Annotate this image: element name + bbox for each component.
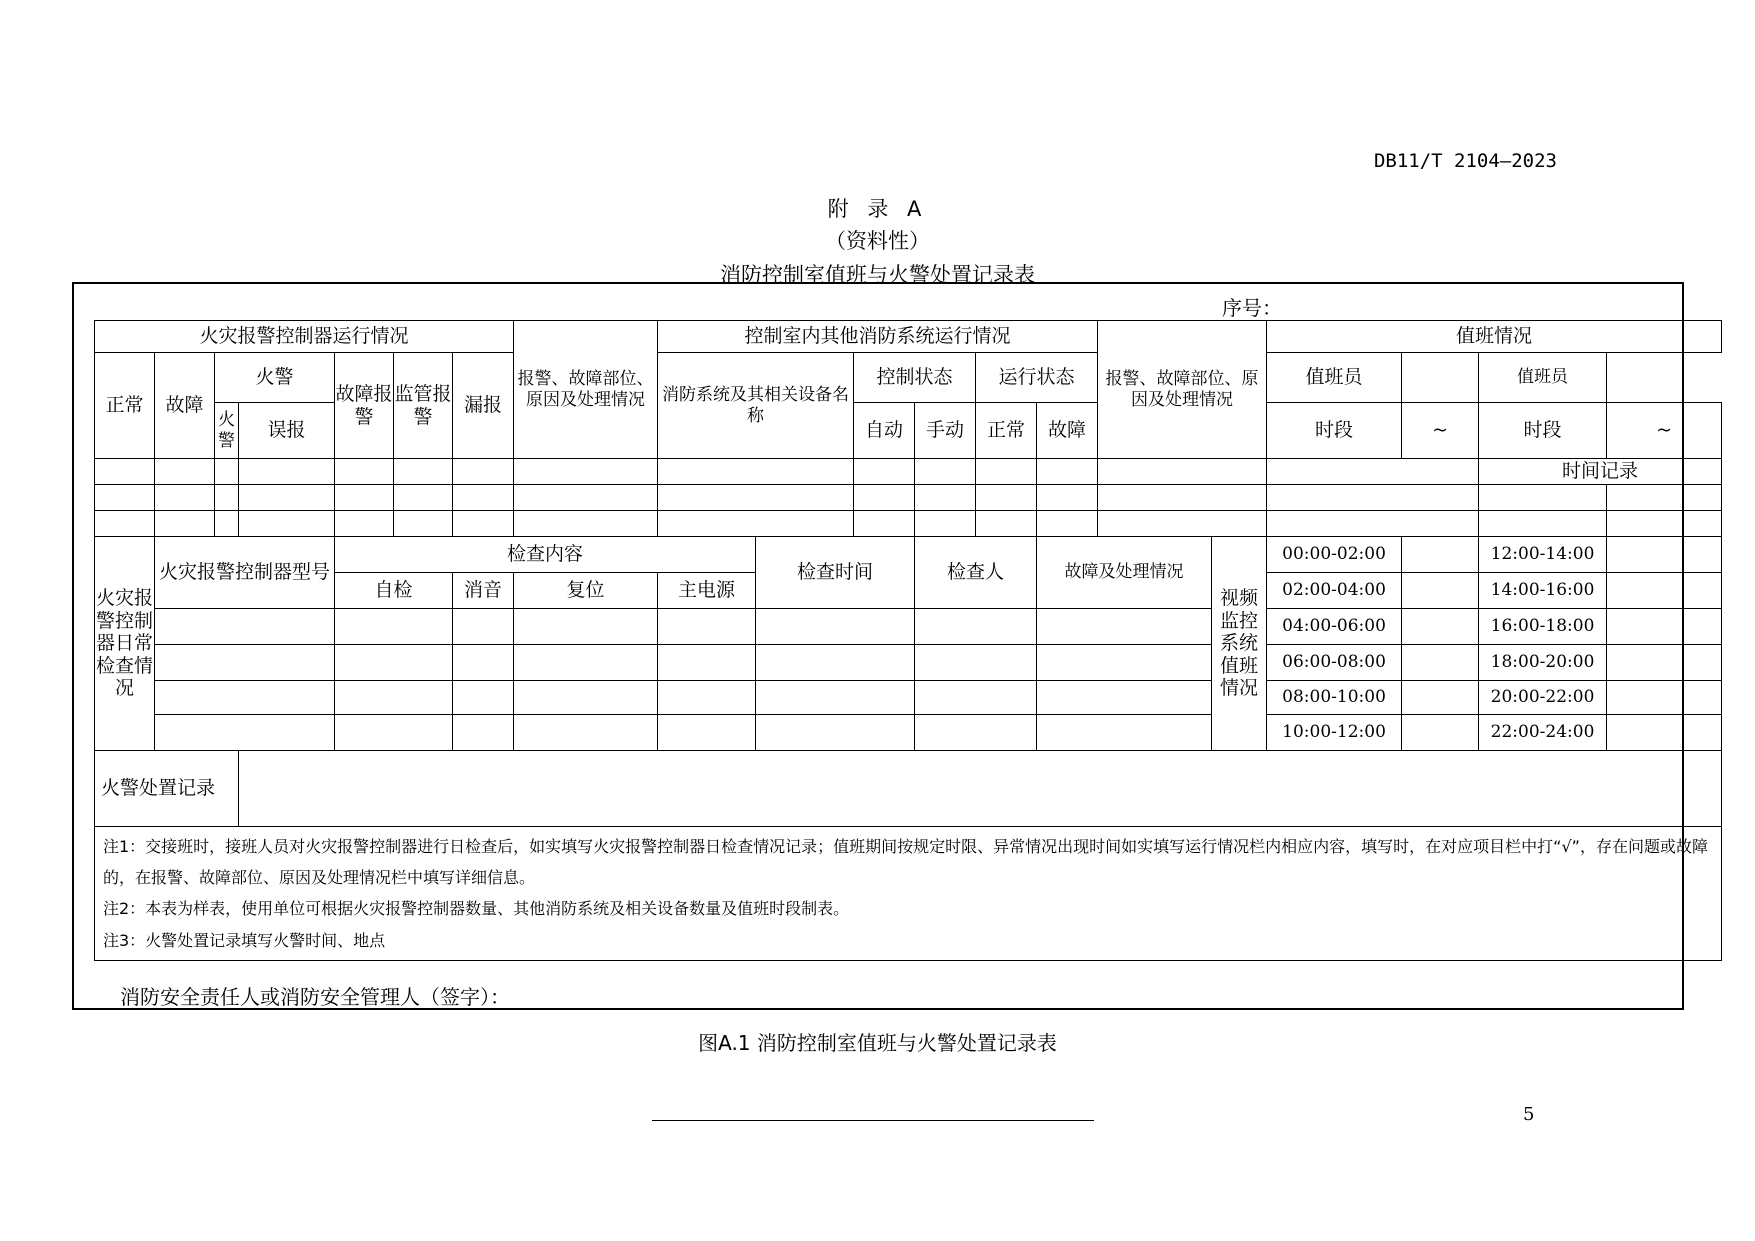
alarm-handling-header: 报警、故障部位、原因及处理情况 — [514, 321, 658, 459]
cell[interactable] — [756, 681, 915, 715]
cell[interactable] — [394, 511, 453, 537]
duty-person-label-1: 值班员 — [1267, 353, 1402, 403]
col-equipment-name: 消防系统及其相关设备名称 — [658, 353, 854, 459]
fire-record-input[interactable] — [239, 751, 1722, 827]
col-inspector: 检查人 — [915, 537, 1037, 609]
video-cell[interactable] — [1607, 645, 1722, 681]
cell[interactable] — [658, 681, 756, 715]
cell[interactable] — [95, 459, 155, 485]
col-main-power: 主电源 — [658, 573, 756, 609]
cell[interactable] — [854, 459, 915, 485]
cell[interactable] — [658, 715, 756, 751]
video-cell[interactable] — [1402, 715, 1479, 751]
cell[interactable] — [215, 485, 239, 511]
col-check-time: 检查时间 — [756, 537, 915, 609]
cell[interactable] — [854, 485, 915, 511]
video-slot-left-6: 10:00-12:00 — [1267, 715, 1402, 751]
cell[interactable] — [215, 511, 239, 537]
cell[interactable] — [854, 511, 915, 537]
duty-person-value-1[interactable] — [1402, 353, 1479, 403]
cell[interactable] — [1607, 485, 1722, 511]
cell[interactable] — [1037, 609, 1212, 645]
cell[interactable] — [756, 609, 915, 645]
video-cell[interactable] — [1607, 681, 1722, 715]
cell[interactable] — [915, 459, 976, 485]
cell[interactable] — [915, 645, 1037, 681]
cell[interactable] — [215, 459, 239, 485]
cell[interactable] — [514, 511, 658, 537]
video-slot-left-3: 04:00-06:00 — [1267, 609, 1402, 645]
note-2: 注2：本表为样表，使用单位可根据火灾报警控制器数量、其他消防系统及相关设备数量及值班时段制表。 — [103, 899, 850, 919]
cell[interactable] — [915, 485, 976, 511]
col-normal: 正常 — [95, 353, 155, 459]
cell[interactable] — [1267, 485, 1479, 511]
cell[interactable] — [1098, 459, 1267, 485]
cell[interactable] — [155, 681, 335, 715]
cell[interactable] — [335, 485, 394, 511]
cell[interactable] — [514, 485, 658, 511]
cell[interactable] — [155, 485, 215, 511]
cell[interactable] — [335, 609, 453, 645]
video-cell[interactable] — [1607, 715, 1722, 751]
video-cell[interactable] — [1402, 645, 1479, 681]
cell[interactable] — [453, 715, 514, 751]
col-controller-model: 火灾报警控制器型号 — [155, 537, 335, 609]
signature-label: 消防安全责任人或消防安全管理人（签字）： — [120, 985, 510, 1009]
cell[interactable] — [1037, 645, 1212, 681]
period-label-2: 时段 — [1479, 403, 1607, 459]
cell[interactable] — [394, 485, 453, 511]
video-cell[interactable] — [1402, 573, 1479, 609]
cell[interactable] — [658, 511, 854, 537]
cell[interactable] — [335, 511, 394, 537]
cell[interactable] — [95, 485, 155, 511]
cell[interactable] — [1098, 511, 1267, 537]
video-cell[interactable] — [1402, 537, 1479, 573]
period-value-1[interactable]: ~ — [1402, 403, 1479, 459]
cell[interactable] — [1479, 511, 1607, 537]
cell[interactable] — [1037, 459, 1098, 485]
col-fault: 故障 — [155, 353, 215, 459]
cell[interactable] — [658, 645, 756, 681]
cell[interactable] — [514, 681, 658, 715]
col-fault-handling: 故障及处理情况 — [1037, 537, 1212, 609]
cell[interactable] — [335, 681, 453, 715]
serial-number-field — [1222, 292, 1542, 321]
cell[interactable] — [976, 511, 1037, 537]
video-slot-right-3: 16:00-18:00 — [1479, 609, 1607, 645]
video-cell[interactable] — [1607, 609, 1722, 645]
col-run-normal: 正常 — [976, 403, 1037, 459]
footer-divider — [652, 1120, 1094, 1121]
standard-code: DB11/T 2104—2023 — [1373, 150, 1557, 172]
col-false-alarm: 误报 — [239, 403, 335, 459]
cell[interactable] — [1037, 485, 1098, 511]
cell[interactable] — [1098, 485, 1267, 511]
video-cell[interactable] — [1607, 537, 1722, 573]
controller-status-header: 火灾报警控制器运行情况 — [95, 321, 514, 353]
cell[interactable] — [453, 609, 514, 645]
time-record-cell[interactable] — [1267, 459, 1479, 485]
col-run-fault: 故障 — [1037, 403, 1098, 459]
appendix-nature: （资料性） — [825, 229, 930, 253]
col-fire-alarm: 火警 — [215, 353, 335, 403]
serial-input-line[interactable] — [1282, 300, 1542, 321]
daily-check-side-label: 火灾报警控制器日常检查情况 — [95, 537, 155, 751]
cell[interactable] — [658, 485, 854, 511]
cell[interactable] — [335, 715, 453, 751]
video-slot-right-5: 20:00-22:00 — [1479, 681, 1607, 715]
cell[interactable] — [155, 645, 335, 681]
alarm-handling-header-2: 报警、故障部位、原因及处理情况 — [1098, 321, 1267, 459]
cell[interactable] — [514, 609, 658, 645]
cell[interactable] — [239, 485, 335, 511]
col-silence: 消音 — [453, 573, 514, 609]
time-record-label: 时间记录 — [1479, 459, 1722, 485]
video-side-label: 视频监控系统值班情况 — [1212, 537, 1267, 751]
cell[interactable] — [1037, 681, 1212, 715]
video-slot-left-1: 00:00-02:00 — [1267, 537, 1402, 573]
col-supervise-alarm: 监管报警 — [394, 353, 453, 459]
period-value-2[interactable]: ~ — [1607, 403, 1722, 459]
duty-person-value-2[interactable] — [1607, 353, 1722, 403]
cell[interactable] — [915, 715, 1037, 751]
cell[interactable] — [1607, 511, 1722, 537]
duty-header: 值班情况 — [1267, 321, 1722, 353]
col-fire: 火警 — [215, 403, 239, 459]
fire-record-label: 火警处置记录 — [95, 751, 239, 827]
cell[interactable] — [1479, 485, 1607, 511]
appendix-title: 附 录 A — [827, 197, 928, 221]
cell[interactable] — [514, 459, 658, 485]
video-slot-left-4: 06:00-08:00 — [1267, 645, 1402, 681]
video-slot-left-5: 08:00-10:00 — [1267, 681, 1402, 715]
record-form — [72, 282, 1708, 1010]
note-1: 注1：交接班时，接班人员对火灾报警控制器进行日检查后，如实填写火灾报警控制器日检查情况记录；值班期间按规定时限、异常情况出现时间如实填写运行情况栏内相应内容，填写时，在对应项目栏中打“√”，存在问题或故障的，在报警、故障部位、原因及处理情况栏中填写详细信息。 — [103, 837, 1708, 888]
cell[interactable] — [915, 609, 1037, 645]
cell[interactable] — [239, 459, 335, 485]
col-self-check: 自检 — [335, 573, 453, 609]
video-cell[interactable] — [1607, 573, 1722, 609]
col-run-state: 运行状态 — [976, 353, 1098, 403]
cell[interactable] — [514, 715, 658, 751]
col-missed-alarm: 漏报 — [453, 353, 514, 459]
col-auto: 自动 — [854, 403, 915, 459]
col-fault-alarm: 故障报警 — [335, 353, 394, 459]
cell[interactable] — [95, 511, 155, 537]
col-control-state: 控制状态 — [854, 353, 976, 403]
cell[interactable] — [394, 459, 453, 485]
col-check-content: 检查内容 — [335, 537, 756, 573]
cell[interactable] — [514, 645, 658, 681]
form-title: 消防控制室值班与火警处置记录表 — [720, 263, 1035, 287]
figure-caption: 图A.1 消防控制室值班与火警处置记录表 — [698, 1031, 1057, 1055]
cell[interactable] — [756, 715, 915, 751]
cell[interactable] — [239, 511, 335, 537]
cell[interactable] — [453, 511, 514, 537]
cell[interactable] — [1037, 511, 1098, 537]
cell[interactable] — [453, 485, 514, 511]
cell[interactable] — [658, 459, 854, 485]
cell[interactable] — [976, 459, 1037, 485]
cell[interactable] — [976, 485, 1037, 511]
page-number: 5 — [1523, 1104, 1535, 1125]
record-table — [94, 320, 1722, 961]
note-3: 注3：火警处置记录填写火警时间、地点 — [103, 930, 386, 950]
cell[interactable] — [155, 609, 335, 645]
cell[interactable] — [335, 459, 394, 485]
cell[interactable] — [453, 645, 514, 681]
video-slot-right-1: 12:00-14:00 — [1479, 537, 1607, 573]
other-systems-header: 控制室内其他消防系统运行情况 — [658, 321, 1098, 353]
cell[interactable] — [915, 681, 1037, 715]
cell[interactable] — [155, 459, 215, 485]
cell[interactable] — [155, 511, 215, 537]
cell[interactable] — [453, 459, 514, 485]
video-slot-right-6: 22:00-24:00 — [1479, 715, 1607, 751]
cell[interactable] — [1267, 511, 1479, 537]
cell[interactable] — [155, 715, 335, 751]
col-manual: 手动 — [915, 403, 976, 459]
video-slot-left-2: 02:00-04:00 — [1267, 573, 1402, 609]
cell[interactable] — [756, 645, 915, 681]
period-label-1: 时段 — [1267, 403, 1402, 459]
cell[interactable] — [453, 681, 514, 715]
video-cell[interactable] — [1402, 681, 1479, 715]
cell[interactable] — [658, 609, 756, 645]
cell[interactable] — [915, 511, 976, 537]
col-reset: 复位 — [514, 573, 658, 609]
video-slot-right-2: 14:00-16:00 — [1479, 573, 1607, 609]
cell[interactable] — [335, 645, 453, 681]
serial-label: 序号： — [1222, 296, 1282, 320]
cell[interactable] — [1037, 715, 1212, 751]
duty-person-label-2: 值班员 — [1479, 353, 1607, 403]
video-slot-right-4: 18:00-20:00 — [1479, 645, 1607, 681]
notes-block — [95, 827, 1722, 961]
video-cell[interactable] — [1402, 609, 1479, 645]
